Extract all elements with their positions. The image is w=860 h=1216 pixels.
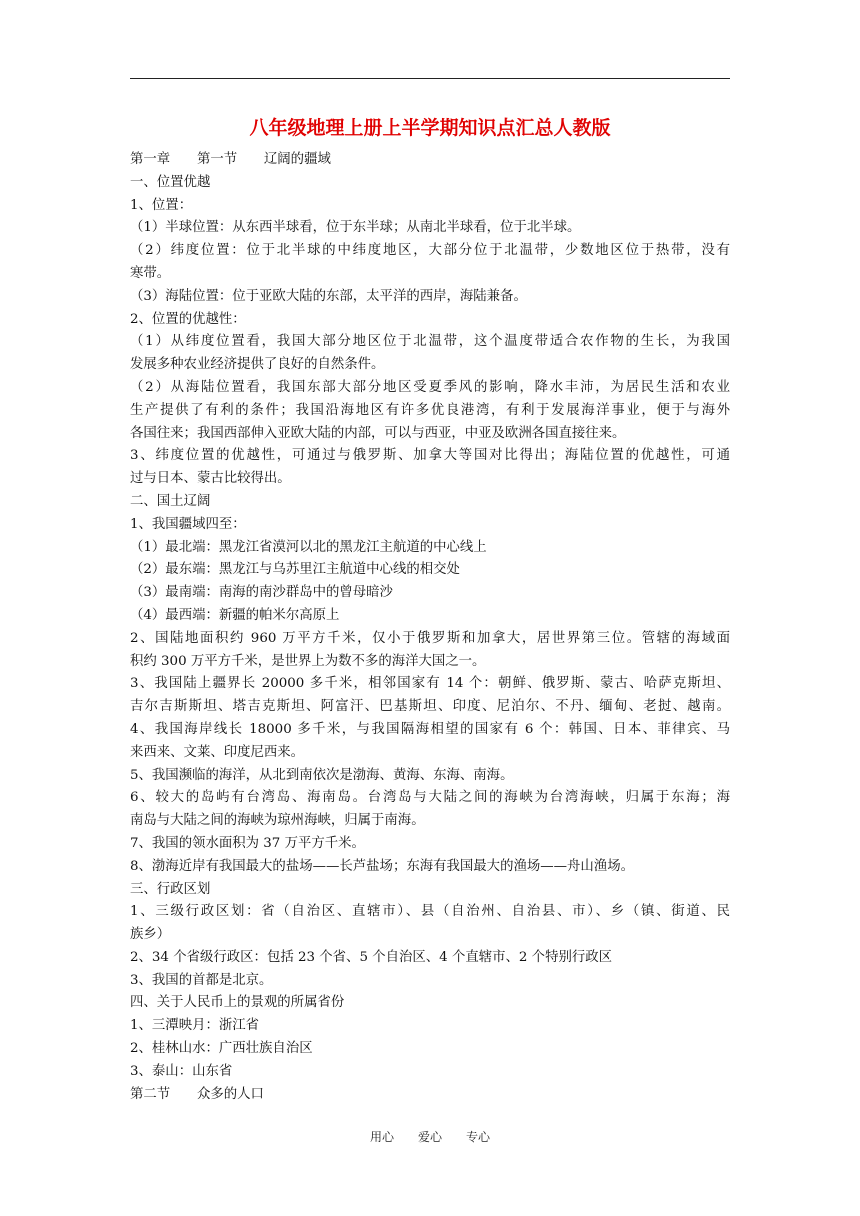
text-line: 4、我国海岸线长 18000 多千米，与我国隔海相望的国家有 6 个：韩国、日本、菲律宾、马 (130, 721, 730, 737)
text-line: （2）纬度位置：位于北半球的中纬度地区，大部分位于北温带，少数地区位于热带，没有 (130, 243, 730, 259)
text-line: （3）海陆位置：位于亚欧大陆的东部，太平洋的西岸，海陆兼备。 (130, 288, 527, 304)
text-line: （3）最南端：南海的南沙群岛中的曾母暗沙 (130, 585, 393, 601)
text-line: 三、行政区划 (130, 881, 211, 897)
document-body (130, 149, 730, 1106)
text-line: （1）从纬度位置看，我国大部分地区位于北温带，这个温度带适合农作物的生长，为我国 (130, 334, 730, 350)
text-line: 南岛与大陆之间的海峡为琼州海峡，归属于南海。 (130, 813, 425, 829)
text-line: 寒带。 (130, 265, 171, 281)
text-line: 吉尔吉斯斯坦、塔吉克斯坦、阿富汗、巴基斯坦、印度、尼泊尔、不丹、缅甸、老挝、越南。 (130, 699, 730, 715)
text-line: （2）从海陆位置看，我国东部大部分地区受夏季风的影响，降水丰沛，为居民生活和农业 (130, 379, 730, 395)
text-line: 3、泰山：山东省 (130, 1063, 233, 1079)
page-footer: 用心 爱心 专心 (369, 1130, 490, 1144)
document-title: 八年级地理上册上半学期知识点汇总人教版 (249, 117, 611, 139)
text-line: 过与日本、蒙古比较得出。 (130, 471, 291, 487)
text-line: 生产提供了有利的条件；我国沿海地区有许多优良港湾，有利于发展海洋事业，便于与海外 (130, 402, 730, 418)
header-rule (130, 78, 730, 79)
text-line: 2、国陆地面积约 960 万平方千米，仅小于俄罗斯和加拿大，居世界第三位。管辖的海域面 (130, 630, 730, 646)
text-line: 1、三潭映月：浙江省 (130, 1018, 260, 1034)
text-line: 发展多种农业经济提供了良好的自然条件。 (130, 357, 385, 373)
text-line: 第二节 众多的人口 (130, 1086, 264, 1102)
text-line: 5、我国濒临的海洋，从北到南依次是渤海、黄海、东海、南海。 (130, 767, 514, 783)
text-line: 一、位置优越 (130, 174, 211, 190)
text-line: 来西来、文莱、印度尼西来。 (130, 744, 305, 760)
text-line: （4）最西端：新疆的帕米尔高原上 (130, 607, 340, 623)
text-line: 1、我国疆域四至： (130, 516, 246, 532)
text-line: 1、三级行政区划：省（自治区、直辖市）、县（自治州、自治县、市）、乡（镇、街道、民 (130, 904, 730, 920)
text-line: 2、位置的优越性： (130, 311, 246, 327)
text-line: 积约 300 万平方千米，是世界上为数不多的海洋大国之一。 (130, 653, 486, 669)
text-line: 第一章 第一节 辽阔的疆域 (130, 152, 331, 167)
text-line: （2）最东端：黑龙江与乌苏里江主航道中心线的相交处 (130, 562, 460, 578)
text-line: 二、国土辽阔 (130, 493, 211, 509)
text-line: 8、渤海近岸有我国最大的盐场——长芦盐场；东海有我国最大的渔场——舟山渔场。 (130, 858, 634, 874)
text-line: 各国往来；我国西部伸入亚欧大陆的内部，可以与西亚，中亚及欧洲各国直接往来。 (130, 425, 626, 441)
text-line: 四、关于人民币上的景观的所属省份 (130, 995, 345, 1011)
text-line: 3、我国陆上疆界长 20000 多千米，相邻国家有 14 个：朝鲜、俄罗斯、蒙古、哈萨克斯坦、 (130, 676, 730, 692)
text-line: （1）半球位置：从东西半球看，位于东半球；从南北半球看，位于北半球。 (130, 220, 581, 236)
text-line: 2、桂林山水：广西壮族自治区 (130, 1041, 313, 1057)
text-line: 6、较大的岛屿有台湾岛、海南岛。台湾岛与大陆之间的海峡为台湾海峡，归属于东海；海 (130, 790, 730, 806)
text-line: 族乡） (130, 927, 171, 943)
text-line: 7、我国的领水面积为 37 万平方千米。 (130, 835, 365, 851)
text-line: 1、位置： (130, 197, 193, 213)
text-line: 3、纬度位置的优越性，可通过与俄罗斯、加拿大等国对比得出；海陆位置的优越性，可通 (130, 448, 730, 464)
text-line: （1）最北端：黑龙江省漠河以北的黑龙江主航道的中心线上 (130, 539, 487, 555)
text-line: 2、34 个省级行政区：包括 23 个省、5 个自治区、4 个直辖市、2 个特别行政区 (130, 949, 613, 965)
text-line: 3、我国的首都是北京。 (130, 972, 273, 988)
